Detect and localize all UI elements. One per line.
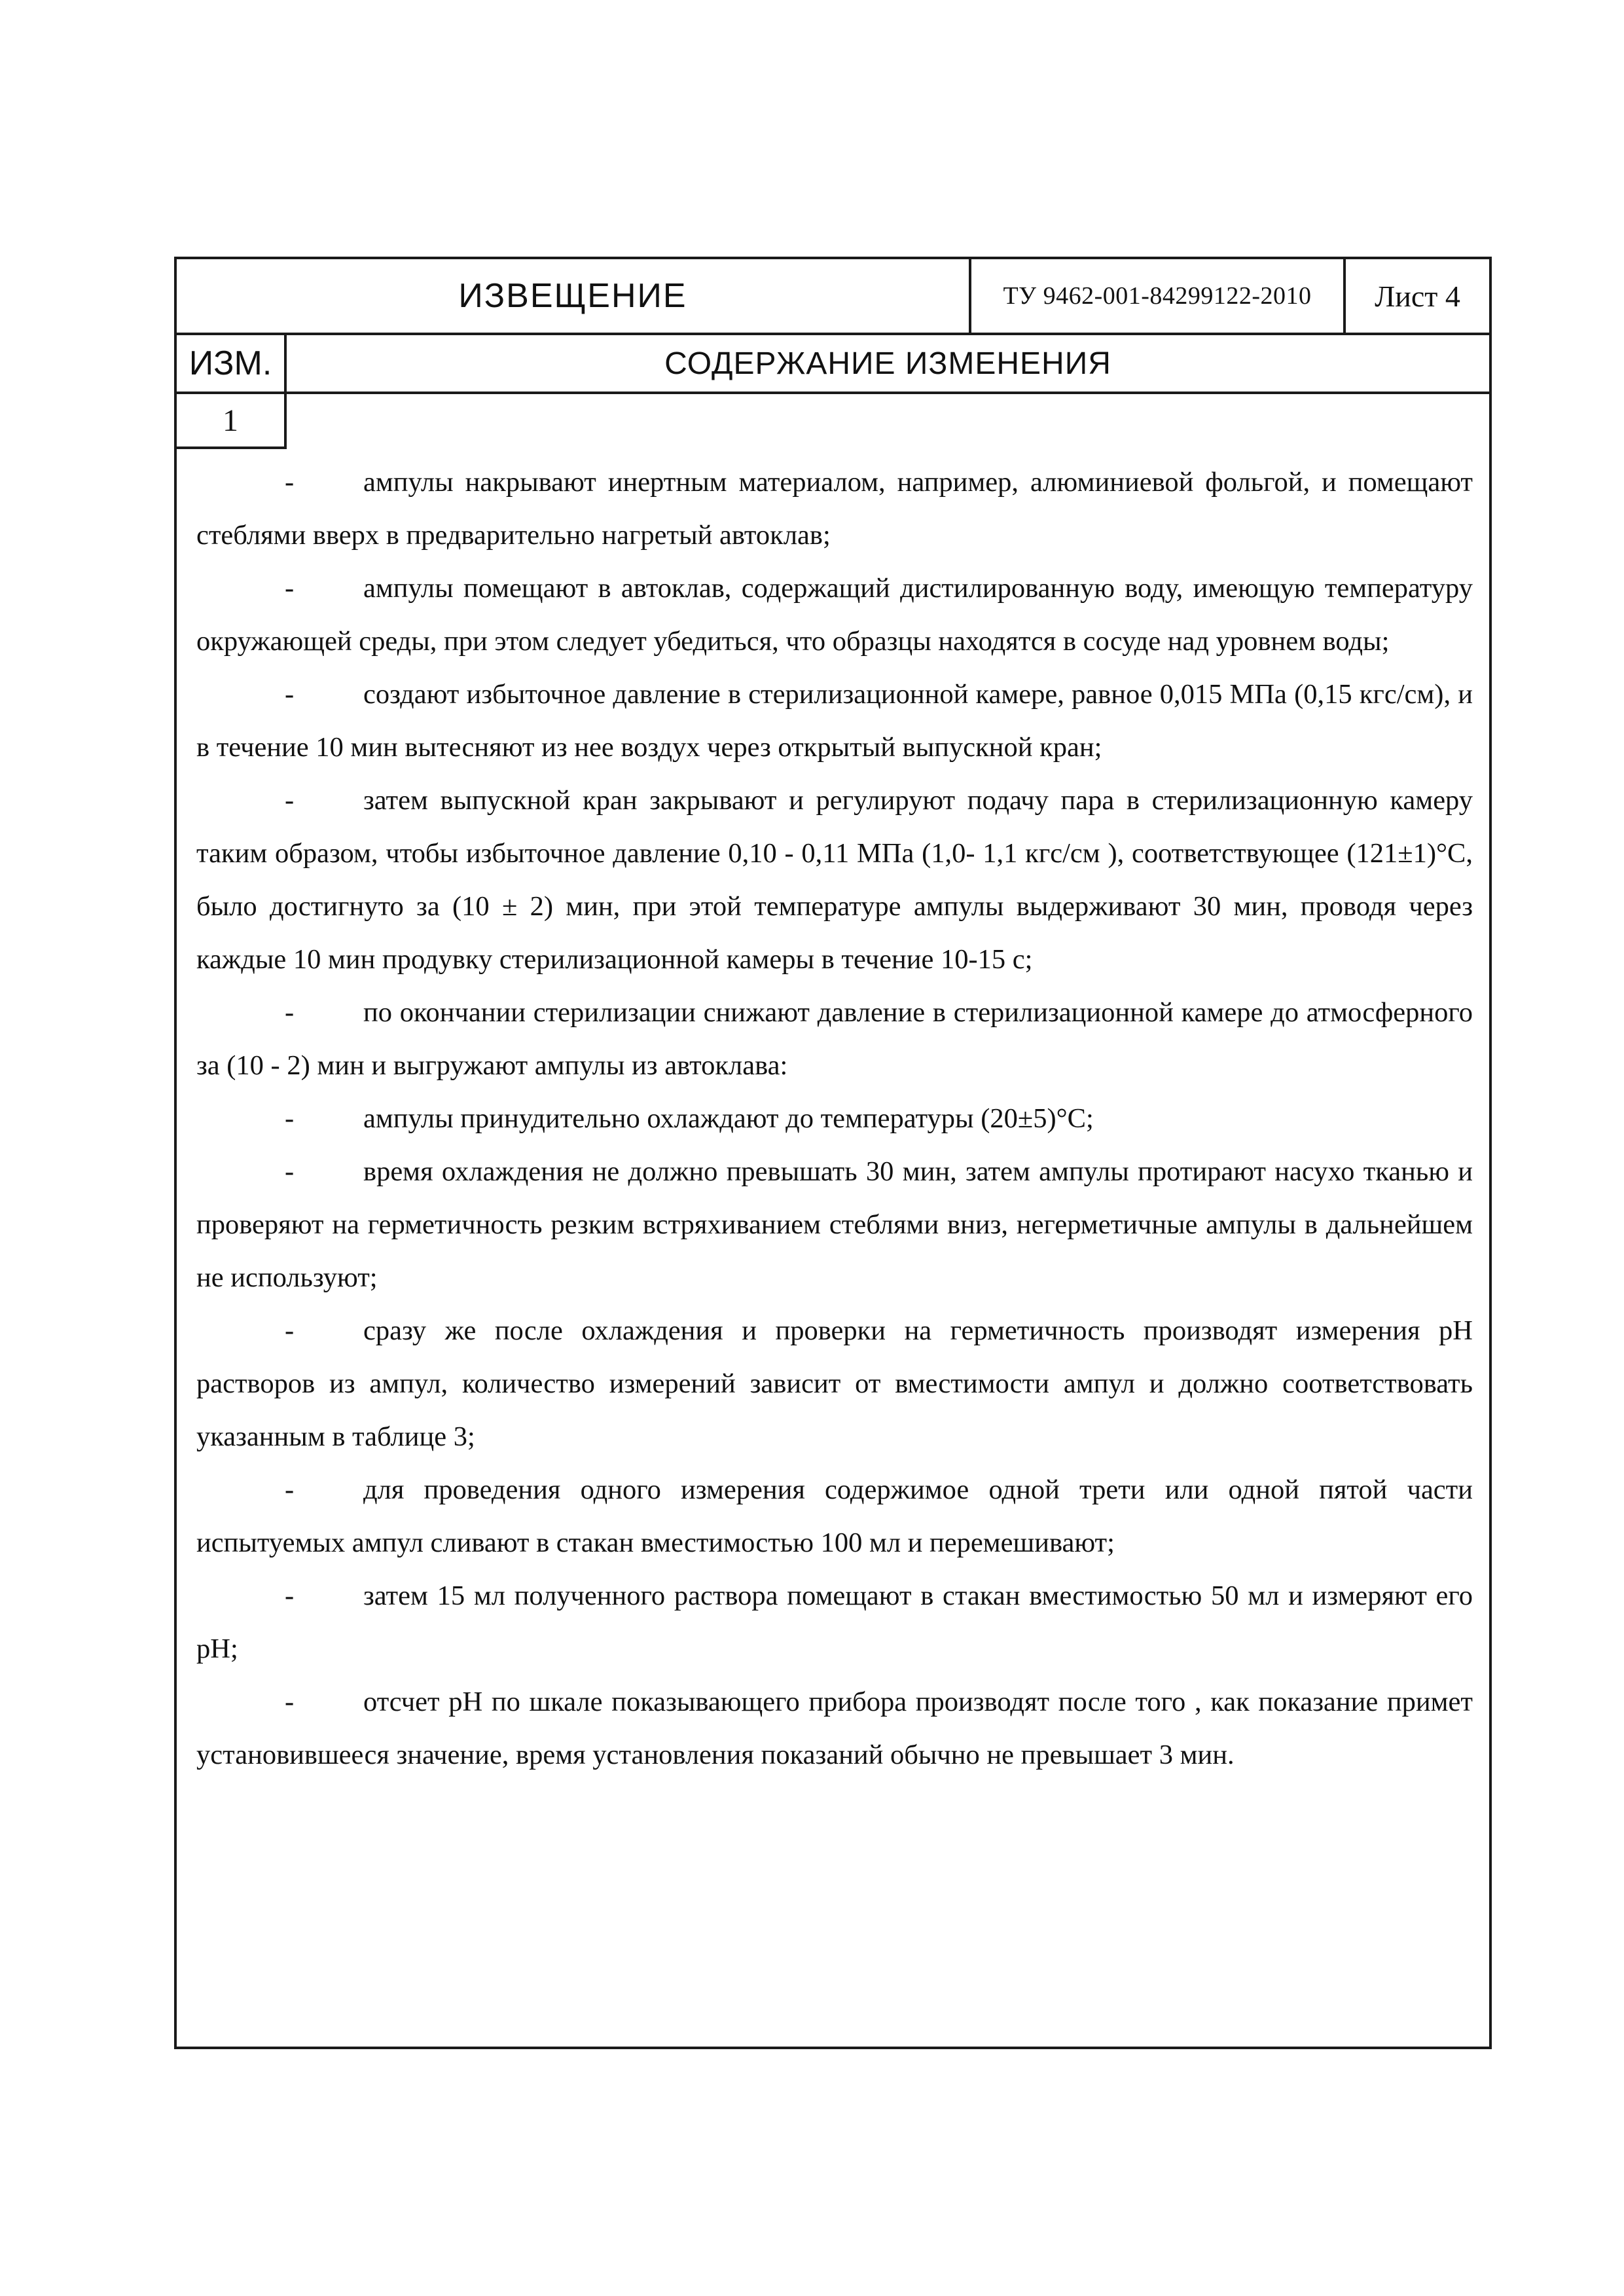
item-marker: -: [285, 467, 295, 498]
list-item: [196, 774, 1473, 986]
item-marker: -: [285, 1686, 295, 1717]
item-text: затем 15 мл полученного раствора помещают в стакан вместимостью 50 мл и измеряют его pH;: [196, 1580, 1473, 1664]
izm-number-divider: [284, 394, 287, 446]
list-item: [196, 1092, 1473, 1145]
izm-label: ИЗМ.: [189, 344, 272, 382]
item-text: ампулы принудительно охлаждают до температуры (20±5)°С;: [363, 1103, 1094, 1134]
list-item: [196, 1145, 1473, 1304]
item-marker: -: [285, 997, 295, 1028]
notice-title: ИЗВЕЩЕНИЕ: [458, 277, 687, 315]
item-marker: -: [285, 1580, 295, 1611]
item-text: затем выпускной кран закрывают и регулируют подачу пара в стерилизационную камеру таким образом, чтобы избыточное давление 0,10 - 0,11 МПа (1,0- 1,1 кгс/см ), соответствующее (121±1)°С, было достигнуто за (10 ± 2) мин, при этой температуре ампулы выдерживают 30 мин, проводя через каждые 10 мин продувку стерилизационной камеры в течение 10-15 с;: [196, 785, 1473, 975]
sheet-number: Лист 4: [1375, 279, 1460, 313]
izm-number: 1: [223, 403, 238, 438]
item-text: время охлаждения не должно превышать 30 мин, затем ампулы протирают насухо тканью и проверяют на герметичность резким встряхиванием стеблями вниз, негерметичные ампулы в дальнейшем не используют;: [196, 1156, 1473, 1293]
document-number: ТУ 9462-001-84299122-2010: [1003, 282, 1312, 310]
list-item: [196, 456, 1473, 562]
item-marker: -: [285, 1156, 295, 1187]
content-title: СОДЕРЖАНИЕ ИЗМЕНЕНИЯ: [664, 346, 1111, 381]
item-marker: -: [285, 1474, 295, 1505]
list-item: [196, 1675, 1473, 1781]
item-marker: -: [285, 679, 295, 710]
list-item: [196, 668, 1473, 774]
item-text: ампулы помещают в автоклав, содержащий дистилированную воду, имеющую температуру окружающей среды, при этом следует убедиться, что образцы находятся в сосуде над уровнем воды;: [196, 573, 1473, 657]
list-item: [196, 1463, 1473, 1569]
item-text: ампулы накрывают инертным материалом, например, алюминиевой фольгой, и помещают стеблями вверх в предварительно нагретый автоклав;: [196, 467, 1473, 551]
list-item: [196, 562, 1473, 668]
item-marker: -: [285, 573, 295, 604]
list-item: [196, 1569, 1473, 1675]
item-text: по окончании стерилизации снижают давление в стерилизационной камере до атмосферного за (10 - 2) мин и выгружают ампулы из автоклава:: [196, 997, 1473, 1081]
item-marker: -: [285, 785, 295, 816]
list-item: [196, 1304, 1473, 1463]
content-title-rule: [177, 392, 1489, 394]
item-text: отсчет pH по шкале показывающего прибора производят после того , как показание примет установившееся значение, время установления показаний обычно не превышает 3 мин.: [196, 1686, 1473, 1770]
item-text: сразу же после охлаждения и проверки на герметичность производят измерения pH растворов из ампул, количество измерений зависит от вместимости ампул и должно соответствовать указанным в таблице 3;: [196, 1315, 1473, 1452]
item-text: для проведения одного измерения содержимое одной трети или одной пятой части испытуемых ампул сливают в стакан вместимостью 100 мл и перемешивают;: [196, 1474, 1473, 1558]
item-marker: -: [285, 1103, 295, 1134]
item-marker: -: [285, 1315, 295, 1346]
document-frame: [174, 257, 1492, 2049]
list-item: [196, 986, 1473, 1092]
izm-number-rule: [177, 446, 287, 449]
change-content-body: [196, 456, 1473, 1781]
item-text: создают избыточное давление в стерилизационной камере, равное 0,015 МПа (0,15 кгс/см), и в течение 10 мин вытесняют из нее воздух через открытый выпускной кран;: [196, 679, 1473, 763]
